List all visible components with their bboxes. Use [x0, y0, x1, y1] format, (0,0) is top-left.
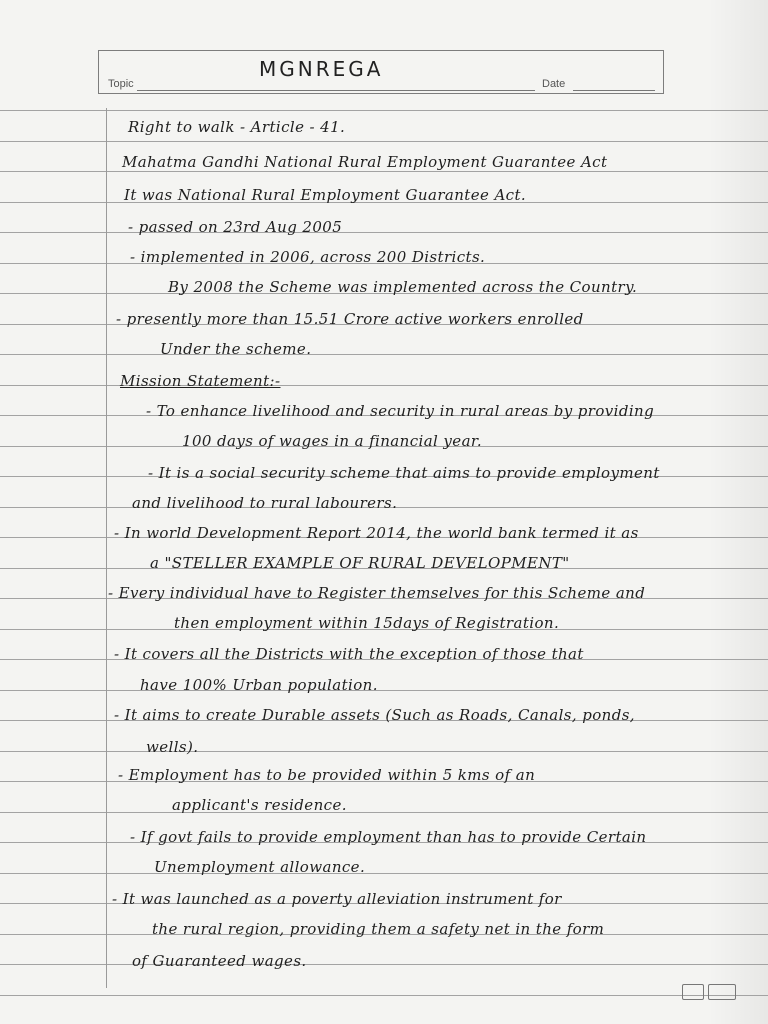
text-line: It was National Rural Employment Guarantee Act.: [124, 186, 527, 204]
topic-underline: [137, 90, 535, 91]
ruled-line: [0, 751, 768, 752]
text-line: - presently more than 15.51 Crore active workers enrolled: [116, 310, 584, 328]
text-line: of Guaranteed wages.: [132, 952, 307, 970]
topic-label: Topic: [108, 78, 134, 90]
text-line: - If govt fails to provide employment than has to provide Certain: [130, 828, 647, 846]
ruled-line: [0, 812, 768, 813]
date-label: Date: [542, 78, 566, 90]
text-line: a "STELLER EXAMPLE OF RURAL DEVELOPMENT": [150, 554, 570, 572]
date-underline: [573, 90, 655, 91]
ruled-line: [0, 873, 768, 874]
text-line: Mission Statement:-: [120, 372, 281, 390]
text-line: Right to walk - Article - 41.: [128, 118, 346, 136]
text-line: Mahatma Gandhi National Rural Employment Guarantee Act: [122, 153, 608, 171]
text-line: - It was launched as a poverty alleviation instrument for: [112, 890, 562, 908]
text-line: 100 days of wages in a financial year.: [182, 432, 483, 450]
brand-logo-icon: [682, 984, 704, 1000]
topic-value: MGNREGA: [259, 57, 384, 81]
text-line: applicant's residence.: [172, 796, 347, 814]
ruled-line: [0, 232, 768, 233]
ruled-line: [0, 354, 768, 355]
text-line: - To enhance livelihood and security in rural areas by providing: [146, 402, 655, 420]
text-line: Under the scheme.: [160, 340, 312, 358]
text-line: then employment within 15days of Registration.: [174, 614, 560, 632]
text-line: have 100% Urban population.: [140, 676, 378, 694]
ruled-line: [0, 995, 768, 996]
text-line: - In world Development Report 2014, the world bank termed it as: [114, 524, 639, 542]
margin-line: [106, 108, 107, 988]
text-line: - passed on 23rd Aug 2005: [128, 218, 343, 236]
brand-logo-mark: [708, 984, 736, 1000]
text-line: By 2008 the Scheme was implemented across the Country.: [168, 278, 638, 296]
text-line: - It aims to create Durable assets (Such as Roads, Canals, ponds,: [114, 706, 635, 724]
ruled-line: [0, 171, 768, 172]
ruled-line: [0, 690, 768, 691]
brand-logo: [682, 984, 738, 1000]
text-line: - It covers all the Districts with the exception of those that: [114, 645, 584, 663]
text-line: wells).: [146, 738, 199, 756]
text-line: - implemented in 2006, across 200 Districts.: [130, 248, 486, 266]
ruled-line: [0, 141, 768, 142]
page-shadow: [708, 0, 768, 1024]
text-line: the rural region, providing them a safety net in the form: [152, 920, 605, 938]
text-line: and livelihood to rural labourers.: [132, 494, 398, 512]
text-line: - Employment has to be provided within 5 kms of an: [118, 766, 536, 784]
text-line: - It is a social security scheme that aims to provide employment: [148, 464, 660, 482]
header-box: [98, 50, 664, 94]
ruled-line: [0, 110, 768, 111]
text-line: Unemployment allowance.: [154, 858, 366, 876]
ruled-line: [0, 964, 768, 965]
ruled-line: [0, 385, 768, 386]
text-line: - Every individual have to Register themselves for this Scheme and: [108, 584, 646, 602]
